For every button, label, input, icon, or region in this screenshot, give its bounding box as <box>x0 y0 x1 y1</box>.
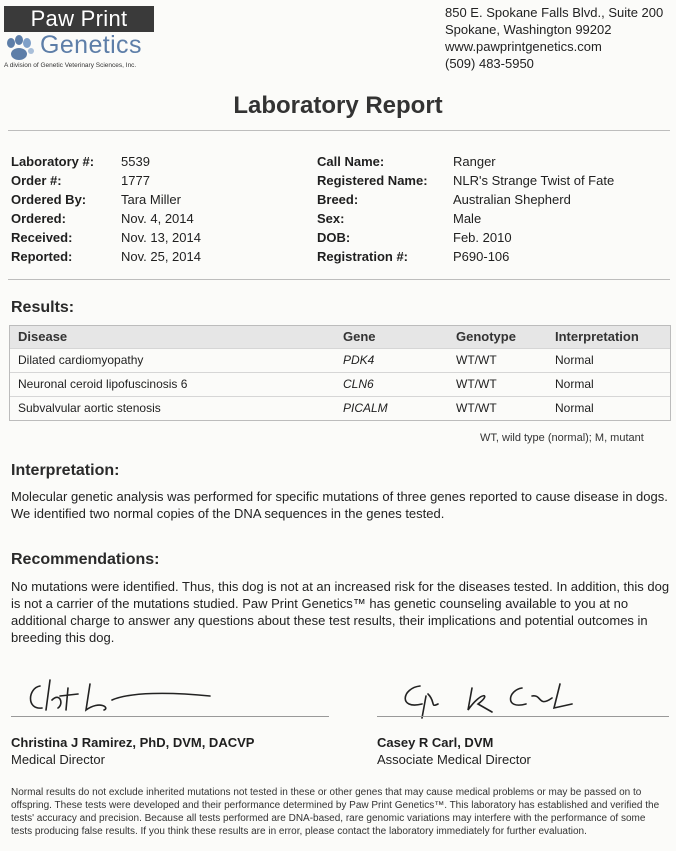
info-row-registration <box>317 247 614 266</box>
genotype-legend: WT, wild type (normal); M, mutant <box>480 432 644 444</box>
interpretation-cell: Normal <box>555 353 594 367</box>
order-info <box>11 152 201 266</box>
signature-line <box>11 716 329 717</box>
info-value: Feb. 2010 <box>453 230 512 245</box>
column-header-disease: Disease <box>18 329 68 344</box>
address-line1: 850 E. Spokane Falls Blvd., Suite 200 <box>445 5 664 20</box>
info-row-breed <box>317 190 614 209</box>
signature-ramirez <box>20 670 220 718</box>
signer-name: Christina J Ramirez, PhD, DVM, DACVP <box>11 735 255 750</box>
table-row <box>10 396 670 420</box>
table-row <box>10 348 670 372</box>
logo-wordmark-bottom: Genetics <box>40 31 142 59</box>
address-line2: Spokane, Washington 99202 <box>445 22 612 37</box>
info-label: Order #: <box>11 173 62 188</box>
info-row-order-number <box>11 171 201 190</box>
column-header-genotype: Genotype <box>456 329 516 344</box>
info-value: 1777 <box>121 173 150 188</box>
interpretation-cell: Normal <box>555 401 594 415</box>
info-label: Reported: <box>11 249 73 264</box>
signature-carl <box>392 674 592 722</box>
info-value: Australian Shepherd <box>453 192 571 207</box>
info-value: NLR's Strange Twist of Fate <box>453 173 615 188</box>
disease-cell: Dilated cardiomyopathy <box>18 353 144 367</box>
disclaimer: Normal results do not exclude inherited mutations not tested in these or other genes that may cause medical problems or may be passed on to offspring. These tests were developed and their performance determined by Paw Print Genetics™. This laboratory has established and verified the tests' accuracy and precision. Because all tests performed are DNA-based, rare genomic variations may interfere with the performance of some tests producing false results. If you think these results are in error, please contact the laboratory immediately for further evaluation. <box>11 787 660 837</box>
info-row-sex <box>317 209 614 228</box>
info-row-ordered-by <box>11 190 201 209</box>
interpretation-cell: Normal <box>555 377 594 391</box>
genotype-cell: WT/WT <box>456 353 497 367</box>
info-row-registered-name <box>317 171 614 190</box>
results-table <box>9 325 671 421</box>
gene-cell: PDK4 <box>343 353 375 367</box>
info-label: Breed: <box>317 192 359 207</box>
info-value: Tara Miller <box>121 192 181 207</box>
lab-address <box>445 4 663 72</box>
genotype-cell: WT/WT <box>456 401 497 415</box>
info-label: Ordered By: <box>11 192 87 207</box>
signer-title: Associate Medical Director <box>377 752 531 767</box>
signer-title: Medical Director <box>11 752 105 767</box>
info-row-received <box>11 228 201 247</box>
info-label: Laboratory #: <box>11 154 95 169</box>
divider <box>8 130 670 131</box>
interpretation-text: Molecular genetic analysis was performed for specific mutations of three genes reported to cause disease in dogs. We identified two normal copies of the DNA sequences in the genes tested. <box>11 489 668 521</box>
gene-cell: CLN6 <box>343 377 374 391</box>
address-phone: (509) 483-5950 <box>445 56 534 71</box>
info-row-lab-number <box>11 152 201 171</box>
info-value: Nov. 4, 2014 <box>121 211 194 226</box>
interpretation-heading: Interpretation: <box>11 462 120 479</box>
signer-name: Casey R Carl, DVM <box>377 735 494 750</box>
signature-line <box>377 716 669 717</box>
info-label: Call Name: <box>317 154 385 169</box>
info-value: Nov. 25, 2014 <box>121 249 201 264</box>
info-value: Male <box>453 211 482 226</box>
disease-cell: Subvalvular aortic stenosis <box>18 401 161 415</box>
address-web: www.pawprintgenetics.com <box>445 39 602 54</box>
table-row <box>10 372 670 396</box>
gene-cell: PICALM <box>343 401 388 415</box>
info-value: Ranger <box>453 154 496 169</box>
table-header <box>10 326 670 348</box>
logo-division: A division of Genetic Veterinary Sciences, Inc. <box>4 62 137 69</box>
divider <box>8 279 670 280</box>
info-row-ordered <box>11 209 201 228</box>
dog-info <box>317 152 614 266</box>
recommendations-heading: Recommendations: <box>11 551 160 568</box>
info-value: P690-106 <box>453 249 510 264</box>
info-label: Registration #: <box>317 249 409 264</box>
results-heading: Results: <box>11 299 75 316</box>
recommendations-text: No mutations were identified. Thus, this dog is not at an increased risk for the diseases tested. In addition, this dog is not a carrier of the mutations studied. Paw Print Genetics™ has genetic counseling available to you at no additional charge to answer any questions about these test results, their implications and potential outcomes in breeding this dog. <box>11 579 670 645</box>
info-value: 5539 <box>121 154 150 169</box>
info-value: Nov. 13, 2014 <box>121 230 201 245</box>
genotype-cell: WT/WT <box>456 377 497 391</box>
info-label: DOB: <box>317 230 351 245</box>
info-label: Received: <box>11 230 73 245</box>
report-title: Laboratory Report <box>233 92 443 119</box>
info-row-reported <box>11 247 201 266</box>
info-label: Ordered: <box>11 211 66 226</box>
disease-cell: Neuronal ceroid lipofuscinosis 6 <box>18 377 188 391</box>
info-row-dob <box>317 228 614 247</box>
column-header-gene: Gene <box>343 329 376 344</box>
paw-icon <box>4 34 36 62</box>
logo-wordmark-top: Paw Print <box>4 6 154 32</box>
info-label: Registered Name: <box>317 173 428 188</box>
column-header-interpretation: Interpretation <box>555 329 639 344</box>
info-row-call-name <box>317 152 614 171</box>
info-label: Sex: <box>317 211 345 226</box>
